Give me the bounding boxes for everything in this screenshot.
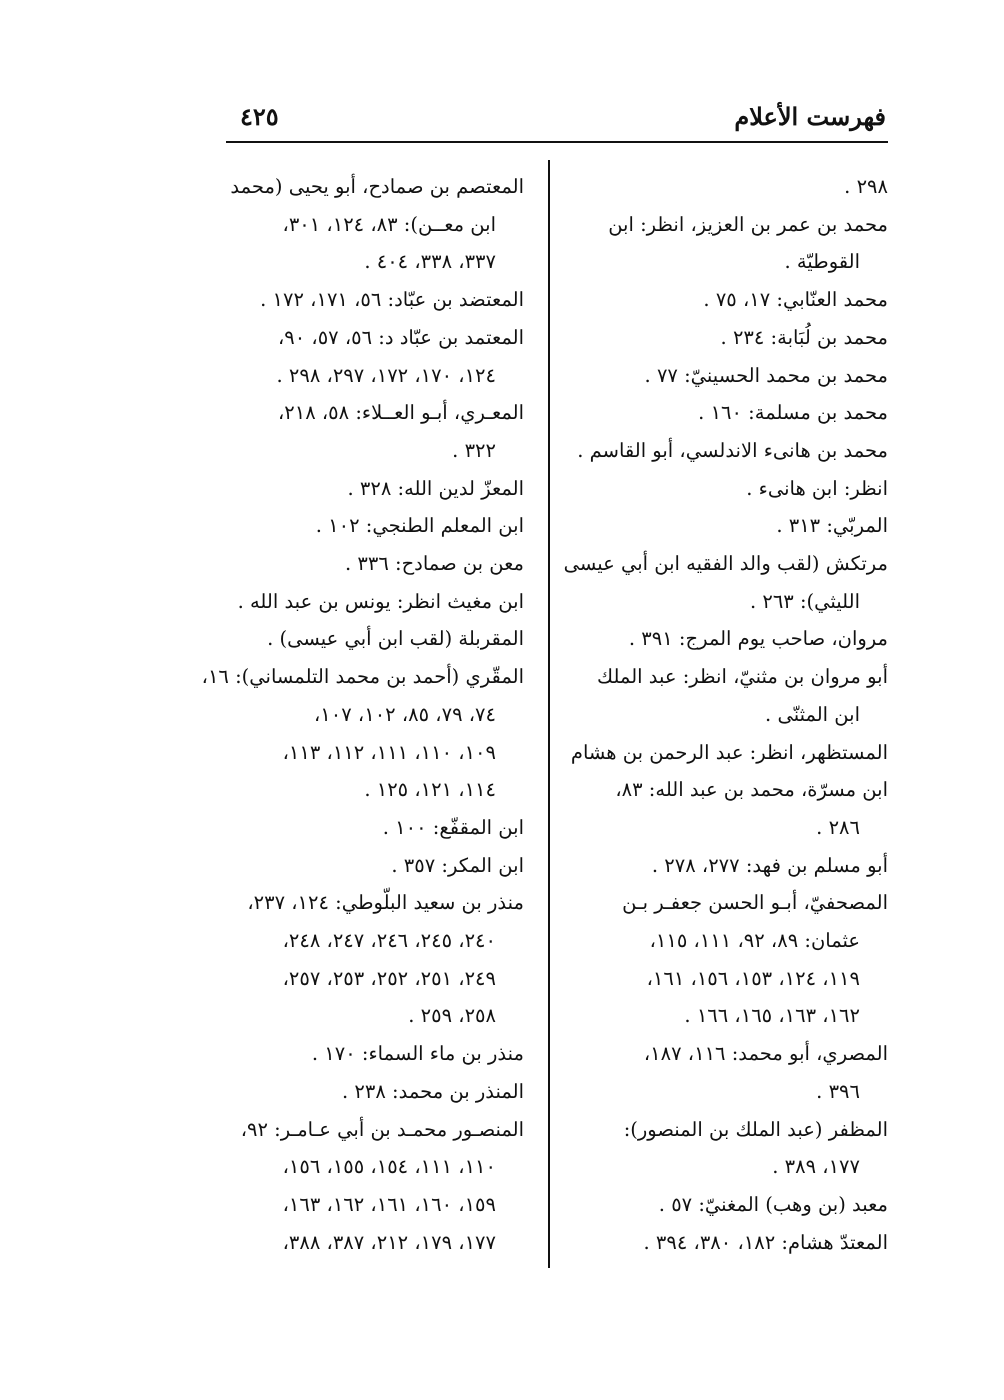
- index-entry: [570, 168, 888, 206]
- entry-line: ابن المقفّع: ١٠٠ .: [382, 815, 524, 839]
- index-entry: [206, 281, 524, 319]
- entry-line: ٢٩٨ .: [844, 175, 888, 198]
- entry-line: محمد بن مسلمة: ١٦٠ .: [698, 401, 888, 425]
- index-entry: [206, 319, 524, 394]
- entry-line: المنصـور محمـد بن أبي عـامـر: ٩٢،: [240, 1117, 524, 1141]
- page-header: [226, 100, 886, 140]
- index-entry: [570, 847, 888, 885]
- entry-continuation-line: ٢٤٩، ٢٥١، ٢٥٢، ٢٥٣، ٢٥٧،: [282, 966, 496, 990]
- entry-line: المقربلة (لقب ابن أبي عيسى) .: [267, 627, 524, 651]
- entry-continuation-line: عثمان: ٨٩، ٩٢، ١١١، ١١٥،: [649, 929, 860, 953]
- entry-continuation-line: القوطيّة .: [784, 250, 860, 274]
- index-entry: [570, 357, 888, 395]
- index-entry: [570, 507, 888, 545]
- column-divider: [548, 160, 550, 1268]
- entry-continuation-line: ١١٩، ١٢٤، ١٥٣، ١٥٦، ١٦١،: [646, 966, 860, 990]
- entry-continuation-line: ٢٥٨، ٢٥٩ .: [408, 1004, 496, 1028]
- entry-continuation-line: ٢٤٠، ٢٤٥، ٢٤٦، ٢٤٧، ٢٤٨،: [282, 929, 496, 953]
- entry-line: المعتمد بن عبّاد د: ٥٦، ٥٧، ٩٠،: [277, 325, 524, 349]
- entry-line: المعـري، أبـو العــلاء: ٥٨، ٢١٨،: [277, 401, 524, 425]
- entry-continuation-line: ١٧٧، ١٧٩، ٢١٢، ٣٨٧، ٣٨٨،: [282, 1230, 496, 1254]
- entry-continuation-line: ١٢٤، ١٧٠، ١٧٢، ٢٩٧، ٢٩٨ .: [276, 363, 496, 387]
- index-entry: [206, 620, 524, 658]
- running-title: فهرست الأعلام: [734, 102, 886, 131]
- entry-line: أبو مسلم بن فهد: ٢٧٧، ٢٧٨ .: [651, 853, 888, 877]
- entry-line: منذر بن سعيد البلّوطي: ١٢٤، ٢٣٧،: [247, 891, 524, 915]
- index-entry: [206, 470, 524, 508]
- entry-continuation-line: ١٠٩، ١١٠، ١١١، ١١٢، ١١٣،: [282, 740, 496, 764]
- index-column-left: [201, 168, 524, 1261]
- index-entry: [206, 1035, 524, 1073]
- entry-line: محمد بن لُبَابة: ٢٣٤ .: [720, 325, 888, 349]
- entry-line: مروان، صاحب يوم المرج: ٣٩١ .: [628, 627, 888, 651]
- index-entry: [570, 884, 888, 1035]
- index-entry: [570, 319, 888, 357]
- entry-line: ابن المعلم الطنجي: ١٠٢ .: [315, 514, 524, 538]
- entry-continuation-line: ٣٢٢ .: [452, 438, 496, 462]
- index-entry: [563, 545, 888, 620]
- entry-line: المستظهر، انظر: عبد الرحمن بن هشام: [570, 740, 888, 764]
- index-entry: [570, 1035, 888, 1110]
- entry-line: محمد العنّابي: ١٧، ٧٥ .: [703, 288, 888, 312]
- index-entry: [570, 432, 888, 470]
- index-entry: [570, 620, 888, 658]
- index-entry: [206, 507, 524, 545]
- index-entry: [206, 545, 524, 583]
- entry-continuation-line: ابن المثنّى .: [765, 702, 860, 726]
- entry-line: محمد بن هانىء الاندلسي، أبو القاسم .: [577, 438, 888, 462]
- entry-line: المعزّ لدين الله: ٣٢٨ .: [347, 476, 524, 500]
- index-entry: [206, 583, 524, 621]
- index-entry: [206, 168, 524, 281]
- entry-line: المقّري (أحمد بن محمد التلمساني): ١٦،: [201, 665, 524, 689]
- entry-line: معبد (بن وهب) المغنيّ: ٥٧ .: [658, 1192, 888, 1216]
- entry-continuation-line: ١١٤، ١٢١، ١٢٥ .: [364, 778, 496, 802]
- entry-line: المظفر (عبد الملك بن المنصور):: [623, 1117, 888, 1141]
- entry-continuation-line: ٣٩٦ .: [816, 1079, 860, 1103]
- entry-continuation-line: ١٥٩، ١٦٠، ١٦١، ١٦٢، ١٦٣،: [282, 1192, 496, 1216]
- index-entry: [570, 1111, 888, 1186]
- index-entry: [570, 281, 888, 319]
- index-entry: [206, 1111, 524, 1262]
- page-number: ٤٢٥: [240, 102, 279, 131]
- index-entry: [206, 809, 524, 847]
- entry-line: ابن مسرّة، محمد بن عبد الله: ٨٣،: [615, 778, 888, 802]
- index-entry: [570, 734, 888, 772]
- entry-line: المصري، أبو محمد: ١١٦، ١٨٧،: [643, 1042, 888, 1066]
- index-entry: [206, 847, 524, 885]
- index-entry: [206, 884, 524, 1035]
- index-entry: [570, 206, 888, 281]
- entry-line: منذر بن ماء السماء: ١٧٠ .: [311, 1042, 524, 1066]
- entry-line: ابن مغيث انظر: يونس بن عبد الله .: [237, 589, 524, 613]
- index-column-right: [563, 168, 888, 1261]
- entry-line: المربّي: ٣١٣ .: [776, 514, 888, 538]
- entry-line: المعتدّ هشام: ١٨٢، ٣٨٠، ٣٩٤ .: [643, 1230, 888, 1254]
- index-entry: [570, 771, 888, 846]
- entry-continuation-line: ٣٣٧، ٣٣٨، ٤٠٤ .: [364, 250, 496, 274]
- entry-line: ابن المكر: ٣٥٧ .: [391, 853, 524, 877]
- index-entry: [570, 394, 888, 432]
- entry-line: معن بن صمادح: ٣٣٦ .: [344, 552, 524, 576]
- entry-continuation-line: ١٧٧، ٣٨٩ .: [772, 1155, 860, 1179]
- entry-continuation-line: الليثي): ٢٦٣ .: [749, 589, 860, 613]
- entry-line: أبو مروان بن مثنيّ، انظر: عبد الملك: [597, 665, 888, 689]
- index-entry: [206, 1073, 524, 1111]
- entry-line: المصحفيّ، أبـو الحسن جعفـر بـن: [622, 891, 888, 915]
- index-entry: [570, 470, 888, 508]
- entry-continuation-line: ١٦٢، ١٦٣، ١٦٥، ١٦٦ .: [684, 1004, 860, 1028]
- entry-continuation-line: ٢٨٦ .: [816, 815, 860, 839]
- entry-line: انظر: ابن هانىء .: [746, 476, 888, 500]
- index-entry: [206, 394, 524, 469]
- entry-line: محمد بن عمر بن العزيز، انظر: ابن: [608, 212, 888, 236]
- entry-line: المعتصم بن صمادح، أبو يحيى (محمد: [230, 175, 524, 198]
- entry-continuation-line: ٧٤، ٧٩، ٨٥، ١٠٢، ١٠٧،: [314, 702, 496, 726]
- entry-line: مرتكش (لقب والد الفقيه ابن أبي عيسى: [563, 552, 888, 576]
- entry-line: محمد بن محمد الحسينيّ: ٧٧ .: [644, 363, 888, 387]
- index-entry: [570, 658, 888, 733]
- entry-line: المنذر بن محمد: ٢٣٨ .: [342, 1079, 524, 1103]
- entry-continuation-line: ابن معــن): ٨٣، ١٢٤، ٣٠١،: [282, 212, 496, 236]
- index-entry: [570, 1186, 888, 1224]
- index-entry: [201, 658, 524, 809]
- index-entry: [570, 1224, 888, 1262]
- header-rule: [226, 141, 888, 143]
- entry-line: المعتضد بن عبّاد: ٥٦، ١٧١، ١٧٢ .: [260, 288, 524, 312]
- entry-continuation-line: ١١٠، ١١١، ١٥٤، ١٥٥، ١٥٦،: [282, 1155, 496, 1179]
